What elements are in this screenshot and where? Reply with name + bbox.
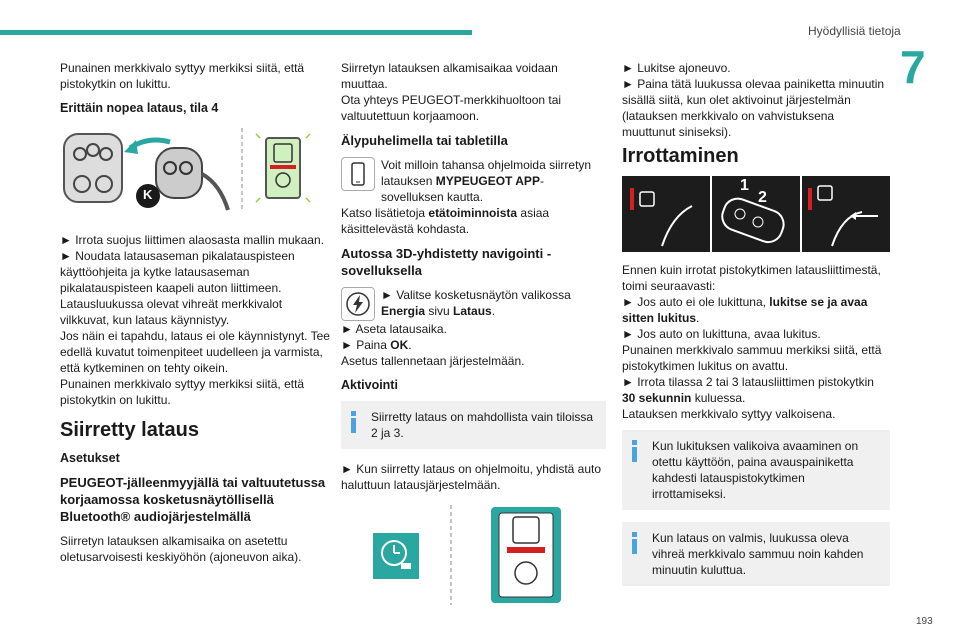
info-text: Kun lukituksen valikoiva avaaminen on otettu käyttöön, paina avauspainiketta kahdesti latauspistokytkimen irrottamiseksi. xyxy=(652,439,859,501)
heading-settings: Asetukset xyxy=(60,451,120,465)
heading-navigation: Autossa 3D-yhdistetty navigointi -sovelluksella xyxy=(341,246,552,278)
text: -sovelluksen kautta. xyxy=(381,174,544,204)
text: ► Valitse kosketusnäytön valikossa xyxy=(381,288,571,302)
paragraph: ► Kun siirretty lataus on ohjelmoitu, yhdistä auto haluttuun latausjärjestelmään. xyxy=(341,462,602,492)
text: . ► Jos auto on lukittuna, avaa lukitus. Punainen merkkivalo sammuu merkiksi siitä, että pistokytkimen lukitus on avattu. ► Irrota tilassa 2 tai 3 latausliittimen pistokytkin xyxy=(622,311,882,389)
remote-functions: etätoiminnoista xyxy=(428,206,518,220)
text: kuluessa. Latauksen merkkivalo syttyy valkoisena. xyxy=(622,391,836,421)
info-box xyxy=(341,401,606,449)
figure-label-k: K xyxy=(143,187,153,202)
column-2 xyxy=(341,60,606,625)
app-name: MYPEUGEOT APP xyxy=(435,174,540,188)
text: Katso lisätietoja xyxy=(341,206,429,220)
heading-bluetooth: PEUGEOT-jälleenmyyjällä tai valtuutetussa korjaamossa kosketusnäytöllisellä Bluetooth® audiojärjestelmällä xyxy=(60,475,326,524)
text: . xyxy=(491,304,496,318)
menu-charge: Lataus xyxy=(453,304,492,318)
heading-activation: Aktivointi xyxy=(341,378,398,392)
info-box xyxy=(622,430,890,510)
info-icon xyxy=(632,532,638,554)
energy-icon xyxy=(341,287,375,321)
column-1 xyxy=(60,60,330,573)
phone-instruction xyxy=(341,157,606,205)
smartphone-icon xyxy=(341,157,375,191)
paragraph: Punainen merkkivalo syttyy merkiksi siitä, että pistokytkin on lukittu. xyxy=(60,61,305,91)
key-fob-panel xyxy=(712,176,802,252)
plug-panel xyxy=(802,176,890,252)
info-box xyxy=(622,522,890,586)
text: Voit milloin tahansa ohjelmoida siirretyn latauksen xyxy=(381,158,592,188)
column-3 xyxy=(622,60,890,598)
fast-charge-illustration xyxy=(60,124,330,220)
step-2-label: 2 xyxy=(758,189,767,206)
text: sivu xyxy=(425,304,454,318)
page-number: 193 xyxy=(916,616,933,627)
heading-deferred-charging: Siirretty lataus xyxy=(60,419,199,441)
section-title: Hyödyllisiä tietoja xyxy=(808,24,901,38)
menu-energy: Energia xyxy=(381,304,426,318)
paragraph: ► Irrota suojus liittimen alaosasta mallin mukaan. ► Noudata latausaseman pikalatauspisteen käyttöohjeita ja kytke latausaseman pikalatauspisteen kaapeli auton liittimeen. Latausluukussa olevat vihreät merkkivalot vilkkuvat, kun lataus käynnistyy. Jos näin ei tapahdu, lataus ei ole käynnistynyt. Tee edellä kuvatut toimenpiteet uudelleen ja varmista, että kytkeminen on tehty oikein. Punainen merkkivalo syttyy merkiksi siitä, että pistokytkin on lukittu. xyxy=(60,233,330,407)
ok-label: OK xyxy=(390,338,409,352)
text: ► Aseta latausaika. ► Paina xyxy=(341,322,447,352)
nav-instruction xyxy=(341,287,606,321)
chapter-number: 7 xyxy=(900,41,926,93)
unplug-illustration xyxy=(622,176,890,252)
emphasis: lukitse se ja avaa sitten lukitus xyxy=(622,295,868,325)
text: asiaa käsittelevästä kohdasta. xyxy=(341,206,550,236)
text: . Asetus tallennetaan järjestelmään. xyxy=(341,338,525,368)
deferred-charge-illustration xyxy=(341,501,606,613)
top-accent-bar xyxy=(0,30,472,35)
info-icon xyxy=(351,411,357,433)
text: Ennen kuin irrotat pistokytkimen latausliittimestä, toimi seuraavasti: ► Jos auto ei ole lukittuna, xyxy=(622,263,881,309)
info-text: Siirretty lataus on mahdollista vain tiloissa 2 ja 3. xyxy=(371,410,594,440)
paragraph: Siirretyn latauksen alkamisaikaa voidaan muuttaa. Ota yhteys PEUGEOT-merkkihuoltoon tai valtuutettuun korjaamoon. xyxy=(341,61,562,123)
paragraph: Siirretyn latauksen alkamisaika on asetettu oletusarvoisesti keskiyöhön (ajoneuvon aika). xyxy=(60,534,302,564)
heading-mode4: Erittäin nopea lataus, tila 4 xyxy=(60,101,219,115)
paragraph: ► Lukitse ajoneuvo. ► Paina tätä luukussa olevaa painiketta minuutin sisällä siitä, kun olet aktivoinut järjestelmän (latauksen merkkivalo on vahvistuksena muuttunut siniseksi). xyxy=(622,61,885,139)
door-lock-panel xyxy=(622,176,712,252)
heading-smartphone: Älypuhelimella tai tabletilla xyxy=(341,133,508,148)
heading-unplugging: Irrottaminen xyxy=(622,145,739,167)
emphasis: 30 sekunnin xyxy=(622,391,692,405)
step-1-label: 1 xyxy=(740,177,749,194)
info-icon xyxy=(632,440,638,462)
info-text: Kun lataus on valmis, luukussa oleva vihreä merkkivalo sammuu noin kahden minuutin kuluttua. xyxy=(652,531,864,577)
